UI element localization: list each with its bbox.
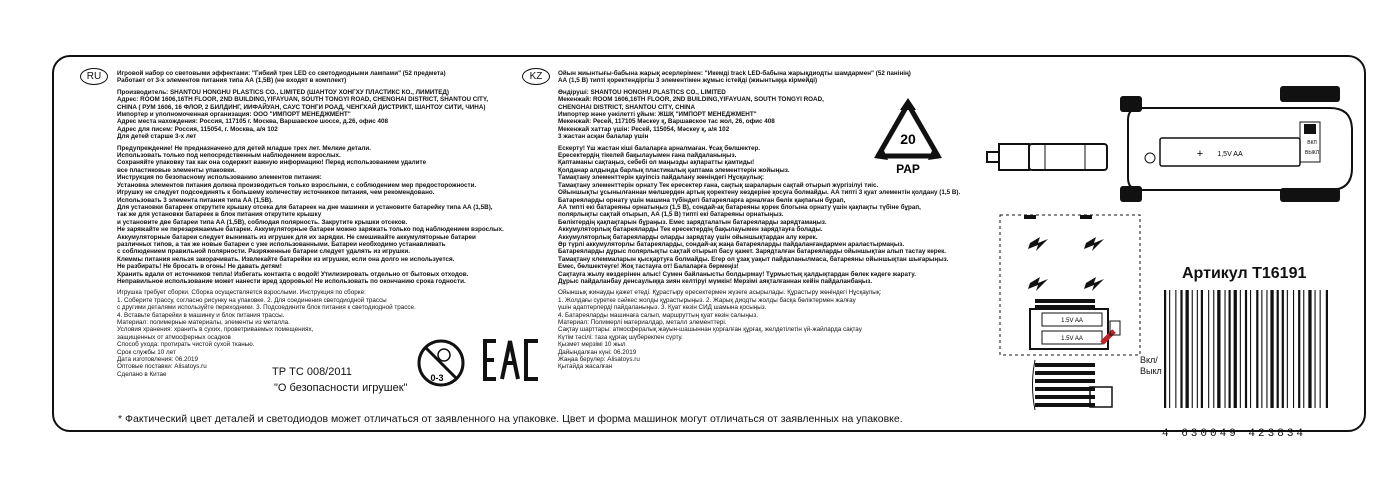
barcode-bar bbox=[1256, 290, 1258, 408]
kz-warnings-line: АА типті екі батареяны орнатыңыз (1,5 В), сондай-ақ батареяны қорек блогына орнату үшін қақпақты түбіне бұрап, bbox=[558, 203, 921, 211]
barcode-bar bbox=[1293, 290, 1294, 408]
barcode-bar bbox=[1266, 290, 1267, 408]
barcode-bar bbox=[1197, 290, 1198, 408]
barcode-bar bbox=[1180, 290, 1182, 408]
barcode-bar bbox=[1298, 290, 1300, 408]
ru-assembly-line: 4. Вставьте батарейки в машинку и блок питания трассы. bbox=[117, 311, 285, 319]
barcode-bar bbox=[1326, 290, 1328, 408]
kz-warnings-line: Аккумуляторлық батареяларды Тек ересектердің бақылауымен зарядтауға болады. bbox=[558, 226, 823, 234]
kz-warnings-line: Тамақтану клеммаларын қысқартуға болмайды. Егер ол ұзақ уақыт пайдаланылмаса, батареяны ойыншықтан шығарыңыз. bbox=[558, 255, 949, 263]
barcode-icon bbox=[1162, 290, 1342, 408]
ru-warnings-line: так же для установки батареек в блок питания открутите крышку bbox=[117, 211, 322, 219]
ru-intro-line: Игровой набор со световыми эффектами: "Гибкий трек LED со светодиодными лампами" (52 предмета) bbox=[117, 70, 446, 77]
car-switch-on: ВКЛ bbox=[1307, 140, 1317, 146]
barcode-bar bbox=[1192, 290, 1193, 408]
svg-text:+: + bbox=[1196, 148, 1204, 160]
barcode-bar bbox=[1308, 290, 1311, 408]
kz-warnings-line: Аккумуляторлық батареяларды оларды зарядтау үшін ойыншықтардан алу керек. bbox=[558, 233, 818, 241]
switch-label-off: Выкл bbox=[1140, 366, 1162, 376]
barcode-bar bbox=[1229, 290, 1231, 408]
ru-warnings-line: Установка элементов питания должна производиться только взрослыми, с соблюдением мер предосторожности. bbox=[117, 181, 477, 189]
kz-assembly-line: Жаңаа берулер: Alisatoys.ru bbox=[558, 356, 640, 364]
ru-assembly-line: Способ ухода: протирать чистой сухой тканью. bbox=[117, 341, 255, 349]
ru-warnings-line: Хранить вдали от источников тепла! Избегать контакта с водой! Утилизировать отдельно от бытовых отходов. bbox=[117, 270, 469, 278]
barcode-bar bbox=[1175, 290, 1176, 408]
barcode-bar bbox=[1213, 290, 1214, 408]
kz-assembly-line: 1. Жолдағы суретке сәйкес жолды құрастырыңыз. 2. Жарық диодты жолды басқа бөліктермен жалғау bbox=[558, 296, 856, 304]
kz-intro-line: Ойын жиынтығы-бабына жарық әсерлерімен: "Икемді track LED-бабына жарықдиодты шамдармен" (52 панінің) bbox=[558, 70, 911, 77]
ru-company bbox=[117, 89, 517, 141]
ru-company-line: Адрес для писем: Россия, 115054, г. Москва, а/я 102 bbox=[117, 125, 278, 133]
kz-warnings-line: Ойыншықты ұсынылғаннан мөлшерден артық қоректену көздеріне қосуға болмайды. АА типті 3 қуат элементін қолдану (1,5 В). bbox=[558, 189, 961, 197]
technical-regulation-name: "О безопасности игрушек" bbox=[274, 382, 408, 394]
kz-company-line: CHENGHAI DISTRICT, SHANTOU CITY, CHINA bbox=[558, 103, 696, 111]
ru-assembly-line: Дата изготовления: 06.2019 bbox=[117, 356, 198, 364]
ru-assembly-line: 1. Соберите трассу, согласно рисунку на упаковке. 2. Для соединения светодиодной трассы bbox=[117, 296, 387, 304]
barcode-bar bbox=[1277, 290, 1279, 408]
ru-badge: RU bbox=[80, 68, 108, 85]
kz-assembly-line: Қытайда жасалған bbox=[558, 363, 613, 371]
kz-warnings-line: Тамақтану элементтерін орнату Тек ересектер ғана, сақтық шараларын сақтай отырып жүргізілуі тиіс. bbox=[558, 181, 879, 189]
car-switch-off: ВЫКЛ bbox=[1305, 150, 1319, 156]
kz-warnings-line: Қаптаманы сақтаңыз, себебі ол маңызды ақпаратты қамтиды! bbox=[558, 159, 755, 167]
ru-warnings-line: Инструкция по безопасному использованию элементов питания: bbox=[117, 174, 322, 182]
battery-pack-illustration bbox=[985, 140, 1115, 174]
recycle-code: 20 bbox=[900, 131, 916, 147]
kz-warnings-line: Дұрыс пайдаланбау денсаулыққа зиян келтіруі мүмкін! Мерзімі аяқталғаннан кейін пайдаланбаңыз. bbox=[558, 277, 873, 285]
ru-warnings bbox=[117, 145, 517, 286]
ru-company-line: Для детей старше 3-х лет bbox=[117, 133, 197, 141]
car-battery-label: 1,5V AA bbox=[1217, 151, 1243, 158]
kz-warnings-line: Ересектердің тікелей бақылауымен ғана пайдаланыңыз. bbox=[558, 152, 737, 160]
kz-assembly-line: Ойыншық жинауды қажет етеді. Құрастыру ересектермен жүзеге асырылады. Құрастыру жөніндегі Нұсқаулық: bbox=[558, 289, 882, 297]
barcode-bar bbox=[1234, 290, 1237, 408]
kz-company-line: Өндіруші: SHANTOU HONGHU PLASTICS CO., LIMITED bbox=[558, 88, 726, 96]
ru-warnings-line: и установите две батареи типа АА (1,5В), соблюдая полярность. Закрутите крышки отсеков. bbox=[117, 218, 408, 226]
ru-assembly-line: защищенных от атмосферных осадков bbox=[117, 333, 231, 341]
ru-warnings-line: Использовать 3 элемента питания типа АА (1,5В). bbox=[117, 196, 273, 204]
kz-assembly-line: Қызмет мерзімі 10 жыл bbox=[558, 341, 626, 349]
barcode-bar bbox=[1287, 290, 1288, 408]
switch-label-on: Вкл/ bbox=[1140, 355, 1158, 365]
technical-regulation-code: ТР ТС 008/2011 bbox=[272, 366, 352, 378]
age-warning-icon bbox=[416, 338, 466, 388]
recycle-icon bbox=[872, 98, 944, 176]
ru-text-column bbox=[117, 70, 517, 382]
kz-badge: KZ bbox=[522, 68, 550, 85]
ru-company-line: Импортер и уполномоченная организация: ООО "ИМПОРТ МЕНЕДЖМЕНТ" bbox=[117, 111, 351, 119]
ru-intro bbox=[117, 70, 517, 85]
ru-company-line: Адрес места нахождения: Россия, 117105 г. Москва, Варшавское шоссе, д.26, офис 408 bbox=[117, 118, 389, 126]
ru-intro-line: Работает от 3-х элементов питания типа АА (1,5В) (не входят в комплект) bbox=[117, 77, 347, 85]
kz-intro bbox=[558, 70, 968, 85]
barcode-bar bbox=[1164, 290, 1166, 408]
track-assembly-illustration bbox=[990, 205, 1160, 420]
kz-warnings-line: Батареяларды дұрыс полярлықты сақтай отырып басу қажет. Зарядталған батареяларды ойыншықтан алып тастау керек. bbox=[558, 248, 947, 256]
recycle-label: PAP bbox=[896, 162, 920, 176]
kz-assembly-line: Күтім тәсілі: таза құрғақ шүберекпен сүрту. bbox=[558, 333, 683, 341]
kz-warnings-line: Тамақтану элементтерін қауіпсіз пайдалану жөніндегі Нұсқаулық: bbox=[558, 174, 765, 182]
ru-warnings-line: все пластиковые элементы упаковки. bbox=[117, 166, 236, 174]
ru-assembly-line: Оптовые поставки: Alisatoys.ru bbox=[117, 363, 207, 371]
footer-disclaimer: * Фактический цвет деталей и светодиодов может отличаться от заявленного на упаковке. Цвет и форма машинок могут отличаться от заявленных на упаковке. bbox=[118, 413, 903, 425]
eac-mark-icon bbox=[482, 338, 542, 382]
kz-warnings-line: Қолданар алдында барлық пластикалық қаптама элементтерін жойыңыз. bbox=[558, 166, 790, 174]
barcode-bar bbox=[1270, 290, 1273, 408]
car-underside-illustration bbox=[1120, 78, 1370, 203]
ru-company-line: Адрес: ROOM 1606,16TH FLOOR, 2ND BUILDING,YIFAYUAN, SOUTH TONGYI ROAD, CHENGHAI DISTRICT, SHANTOU CITY, bbox=[117, 96, 489, 104]
kz-assembly-line: Материал: Полимерлі материалдар, металл элементтері. bbox=[558, 319, 727, 326]
barcode-bar bbox=[1261, 290, 1262, 408]
kz-assembly-line: Сақтау шарттары: атмосфералық жауын-шашыннан қорғалған құрғақ, желдетілетін үй-жайларда сақтау bbox=[558, 326, 862, 334]
pack-battery-label-2: 1.5V AA bbox=[1061, 336, 1083, 342]
ru-warnings-line: Аккумуляторные батареи следует вынимать из игрушек для их зарядки. Не смешивайте аккумуляторные батареи bbox=[117, 233, 476, 241]
ru-warnings-line: различных типов, а так же новые батареи с уже использованными. Батареи необходимо устанавливать bbox=[117, 240, 446, 248]
ru-warnings-line: Не разбирать! Не бросать в огонь! Не давать детям! bbox=[117, 263, 282, 271]
barcode-bar bbox=[1320, 290, 1321, 408]
barcode-bar bbox=[1169, 290, 1170, 408]
kz-company-line: Мекенжай хаттар үшін: Ресей, 115054, Мәскеу қ, а/я 102 bbox=[558, 125, 730, 133]
ru-warnings-line: Использовать только под непосредственным наблюдением взрослых. bbox=[117, 152, 341, 160]
pack-battery-label-1: 1.5V AA bbox=[1061, 318, 1083, 324]
ru-company-line: Производитель: SHANTOU HONGHU PLASTICS CO., LIMITED (ШАНТОУ ХОНГХУ ПЛАСТИКС КО., ЛИМИТЕД) bbox=[117, 88, 449, 96]
ru-warnings-line: Для установки батареек открутите крышку отсека для батареек на дне машинки и установите батарейку типа АА (1,5В), bbox=[117, 203, 493, 211]
ru-warnings-line: Предупреждение! Не предназначено для детей младше трех лет. Мелкие детали. bbox=[117, 144, 371, 152]
age-label: 0-3 bbox=[430, 373, 444, 383]
kz-warnings-line: Сақтауға жылу көздерінен алыс! Сумен байланысты болдырмау! Тұрмыстық қалдықтардан бөлек кәдеге жарату. bbox=[558, 270, 916, 278]
kz-warnings-line: Ескерту! Үш жастан кіші балаларға арналмаған. Ұсақ бөлшектер. bbox=[558, 144, 761, 152]
article-number: Артикул Т16191 bbox=[1182, 265, 1307, 282]
barcode-bar bbox=[1217, 290, 1220, 408]
kz-assembly-line: үшін адаптерлерді пайдаланыңыз. 3. Қуат көзін СИД шамына қосыңыз. bbox=[558, 304, 767, 312]
barcode-bar bbox=[1225, 290, 1226, 408]
ru-assembly-line: Срок службы 10 лет bbox=[117, 348, 176, 356]
kz-company-line: Импортер және уәкілетті ұйым: ЖШҚ "ИМПОРТ МЕНЕДЖМЕНТ" bbox=[558, 111, 757, 119]
kz-assembly bbox=[558, 289, 968, 370]
kz-company-line: Мекенжай: Ресей, 117105 Мәскеу қ, Варшавское тас жол, 26, офис 408 bbox=[558, 118, 775, 126]
barcode-bar bbox=[1315, 290, 1316, 408]
barcode-bar bbox=[1186, 290, 1189, 408]
ru-assembly-line: Материал: полимерные материалы, элементы из металла. bbox=[117, 319, 290, 326]
kz-assembly-line: Дайындалған күні: 06.2019 bbox=[558, 348, 637, 356]
ru-assembly-line: Условия хранения: хранить в сухих, проветриваемых помещениях, bbox=[117, 326, 314, 334]
kz-assembly-line: 4. Батареяларды машинаға салып, маршруттың қуат көзін салыңыз. bbox=[558, 311, 758, 319]
ru-warnings-line: Неправильное использование может нанести вред здоровью! Не использовать по окончанию срока годности. bbox=[117, 277, 466, 285]
ru-company-line: CHINA ( РУМ 1606, 16 ФЛОР, 2 БИЛДИНГ, ИИФАЙУАН, САУС ТОНГИ РОАД, ЧЕНГХАЙ ДИСТРИКТ, ШАНТОУ СИТИ, ЧИНА) bbox=[117, 103, 486, 111]
kz-warnings-line: Әр түрлі аккумуляторлы батареяларды, сондай-ақ жаңа батареяларды пайдаланғандармен араластырмаңыз. bbox=[558, 240, 905, 248]
barcode-bar bbox=[1240, 290, 1241, 408]
ru-assembly-line: Сделано в Китае bbox=[117, 370, 167, 378]
barcode-bar bbox=[1303, 290, 1304, 408]
barcode-bar bbox=[1208, 290, 1209, 408]
switch-label bbox=[1140, 355, 1162, 377]
kz-company-line: 3 жастан асқан балалар үшін bbox=[558, 133, 649, 141]
barcode-bar bbox=[1201, 290, 1203, 408]
kz-intro-line: АА (1,5 В) типті қоректендіргіш 3 элементімен жұмыс істейді (жиынтыққа кірмейді) bbox=[558, 77, 818, 85]
kz-warnings-line: Батареяларды орнату үшін машина түбіндегі батареяларға арналған бөлік қақпағын бұрап, bbox=[558, 196, 846, 204]
kz-warnings-line: полярлықты сақтай отырып, АА (1,5 В) типті екі батареяны орнатыңыз. bbox=[558, 211, 784, 219]
ru-warnings-line: Не заряжайте не перезаряжаемые батареи. Аккумуляторные батареи можно заряжать только под наблюдением взрослых. bbox=[117, 226, 504, 234]
ru-assembly-line: Игрушка требует сборки. Сборка осуществляется взрослыми. Инструкция по сборке: bbox=[117, 289, 366, 297]
ru-assembly-line: с другими деталями используйте переходники. 3. Подсоедините блок питания к светодиодной трассе. bbox=[117, 304, 416, 312]
barcode-bar bbox=[1250, 290, 1251, 408]
barcode-bar bbox=[1282, 290, 1284, 408]
ru-warnings-line: Клеммы питания нельзя закорачивать. Извлекайте батарейки из игрушки, если она долго не используется. bbox=[117, 255, 455, 263]
ru-warnings-line: с соблюдением правильной полярности. Разряженные батареи следует удалять из игрушки. bbox=[117, 248, 410, 256]
kz-warnings-line: Бөліктердің қақпақтарын бұраңыз. Емес зарядталатын батареяларды зарядтамаңыз. bbox=[558, 218, 827, 226]
barcode-bar bbox=[1245, 290, 1247, 408]
ru-warnings-line: Сохраняйте упаковку так как она содержит важную информацию! Перед использованием удалите bbox=[117, 159, 427, 167]
barcode-number: 4 630049 423834 bbox=[1162, 428, 1307, 440]
kz-warnings-line: Емес, бөлшектеуге! Жоқ тастауға от! Балаларға бермеңіз! bbox=[558, 263, 739, 271]
ru-warnings-line: Игрушку не следует подсоединять к большему количеству источников питания, чем рекомендовано. bbox=[117, 189, 435, 197]
kz-company-line: Мекенжай: ROOM 1606,16TH FLOOR, 2ND BUILDING,YIFAYUAN, SOUTH TONGYI ROAD, bbox=[558, 96, 824, 104]
